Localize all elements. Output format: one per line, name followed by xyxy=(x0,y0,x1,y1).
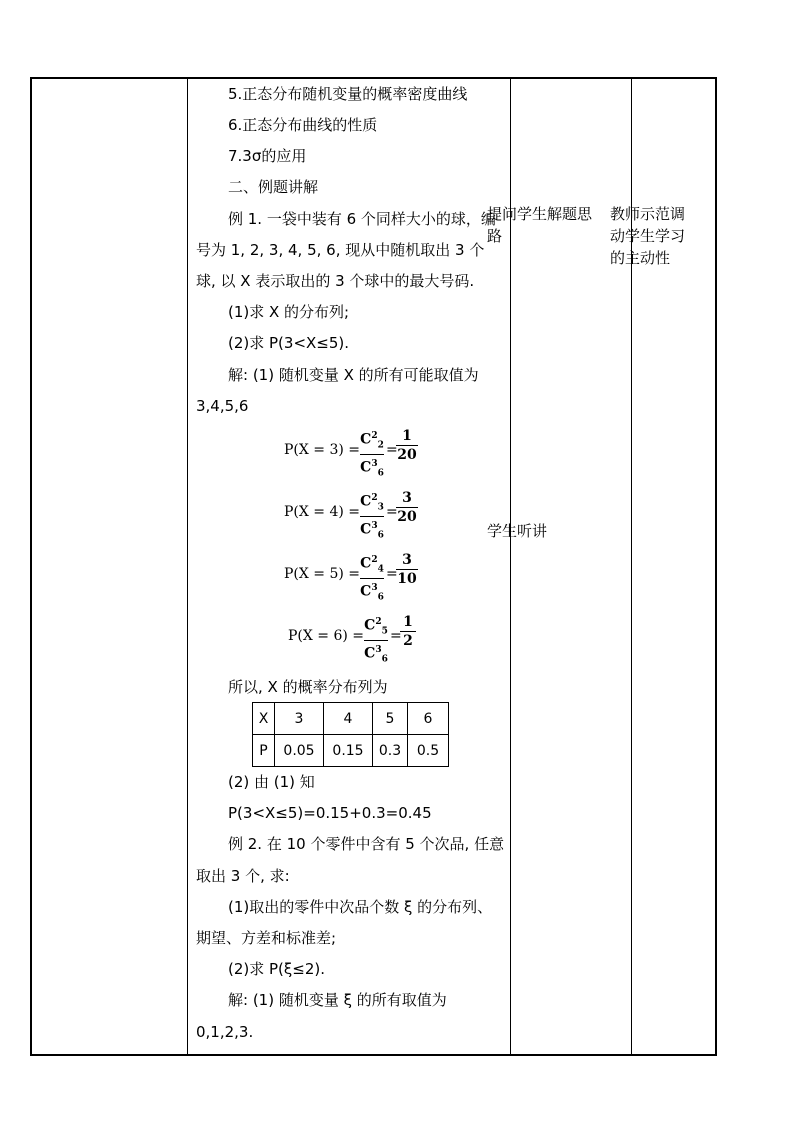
distribution-table xyxy=(252,702,449,767)
content-line: 例 1. 一袋中装有 6 个同样大小的球，编 xyxy=(228,210,496,228)
content-line: (1)取出的零件中次品个数 ξ 的分布列、 xyxy=(228,898,493,916)
table-row xyxy=(253,735,449,767)
content-line: (2)求 P(3<X≤5). xyxy=(228,334,350,352)
result-fraction: 1 2 xyxy=(400,614,416,649)
table-cell: X xyxy=(253,703,275,735)
combination-fraction: $C^2_3$ $C^3_6$ xyxy=(360,493,384,541)
content-line: (2)求 P(ξ≤2). xyxy=(228,960,326,978)
content-line: (1)求 X 的分布列; xyxy=(228,303,350,321)
table-cell: 5 xyxy=(373,703,408,735)
formula-lhs: P(X = 6) = xyxy=(288,628,365,644)
content-line: 取出 3 个, 求: xyxy=(196,867,290,885)
content-line: (2) 由 (1) 知 xyxy=(228,773,315,791)
content-line: 号为 1, 2, 3, 4, 5, 6, 现从中随机取出 3 个 xyxy=(196,241,485,259)
table-bottom-border xyxy=(30,1054,717,1056)
content-line: 7.3σ的应用 xyxy=(228,147,307,165)
content-line: 6.正态分布曲线的性质 xyxy=(228,116,378,134)
table-top-border xyxy=(30,77,717,79)
table-cell: 0.05 xyxy=(275,735,324,767)
result-fraction: 3 10 xyxy=(397,552,417,587)
design-intent-note: 教师示范调动学生学习的主动性 xyxy=(610,205,686,267)
table-row xyxy=(253,703,449,735)
table-left-border xyxy=(30,77,32,1055)
formula-p6 xyxy=(288,614,428,665)
table-right-border xyxy=(715,77,717,1055)
formula-lhs: P(X = 4) = xyxy=(284,504,361,520)
equals-sign: = xyxy=(390,628,402,644)
combination-fraction: $C^2_5$ $C^3_6$ xyxy=(364,617,388,665)
student-activity-note: 学生听讲 xyxy=(487,522,548,540)
content-line: 例 2. 在 10 个零件中含有 5 个次品, 任意 xyxy=(228,835,505,853)
formula-lhs: P(X = 5) = xyxy=(284,566,361,582)
column-divider-1 xyxy=(187,77,188,1055)
equals-sign: = xyxy=(386,442,398,458)
section-heading: 二、例题讲解 xyxy=(228,178,319,196)
formula-p5 xyxy=(284,552,424,603)
content-line: 0,1,2,3. xyxy=(196,1023,254,1041)
content-line: 解: (1) 随机变量 ξ 的所有取值为 xyxy=(228,991,447,1009)
formula-p3 xyxy=(284,428,424,479)
content-line: 球, 以 X 表示取出的 3 个球中的最大号码. xyxy=(196,272,475,290)
content-line: 3,4,5,6 xyxy=(196,397,249,415)
formula-p4 xyxy=(284,490,424,541)
combination-fraction: $C^2_2$ $C^3_6$ xyxy=(360,431,384,479)
content-line: 解: (1) 随机变量 X 的所有可能取值为 xyxy=(228,366,479,384)
table-cell: 6 xyxy=(408,703,449,735)
equals-sign: = xyxy=(386,566,398,582)
content-line: P(3<X≤5)=0.15+0.3=0.45 xyxy=(228,804,432,822)
table-cell: 4 xyxy=(324,703,373,735)
combination-fraction: $C^2_4$ $C^3_6$ xyxy=(360,555,384,603)
equals-sign: = xyxy=(386,504,398,520)
table-cell: 3 xyxy=(275,703,324,735)
student-activity-note: 提问学生解题思路 xyxy=(487,205,593,245)
formula-lhs: P(X = 3) = xyxy=(284,442,361,458)
table-cell: 0.5 xyxy=(408,735,449,767)
table-cell: P xyxy=(253,735,275,767)
table-cell: 0.3 xyxy=(373,735,408,767)
table-cell: 0.15 xyxy=(324,735,373,767)
distribution-intro: 所以, X 的概率分布列为 xyxy=(228,678,388,696)
result-fraction: 3 20 xyxy=(397,490,417,525)
content-line: 5.正态分布随机变量的概率密度曲线 xyxy=(228,85,468,103)
content-line: 期望、方差和标准差; xyxy=(196,929,337,947)
result-fraction: 1 20 xyxy=(397,428,417,463)
